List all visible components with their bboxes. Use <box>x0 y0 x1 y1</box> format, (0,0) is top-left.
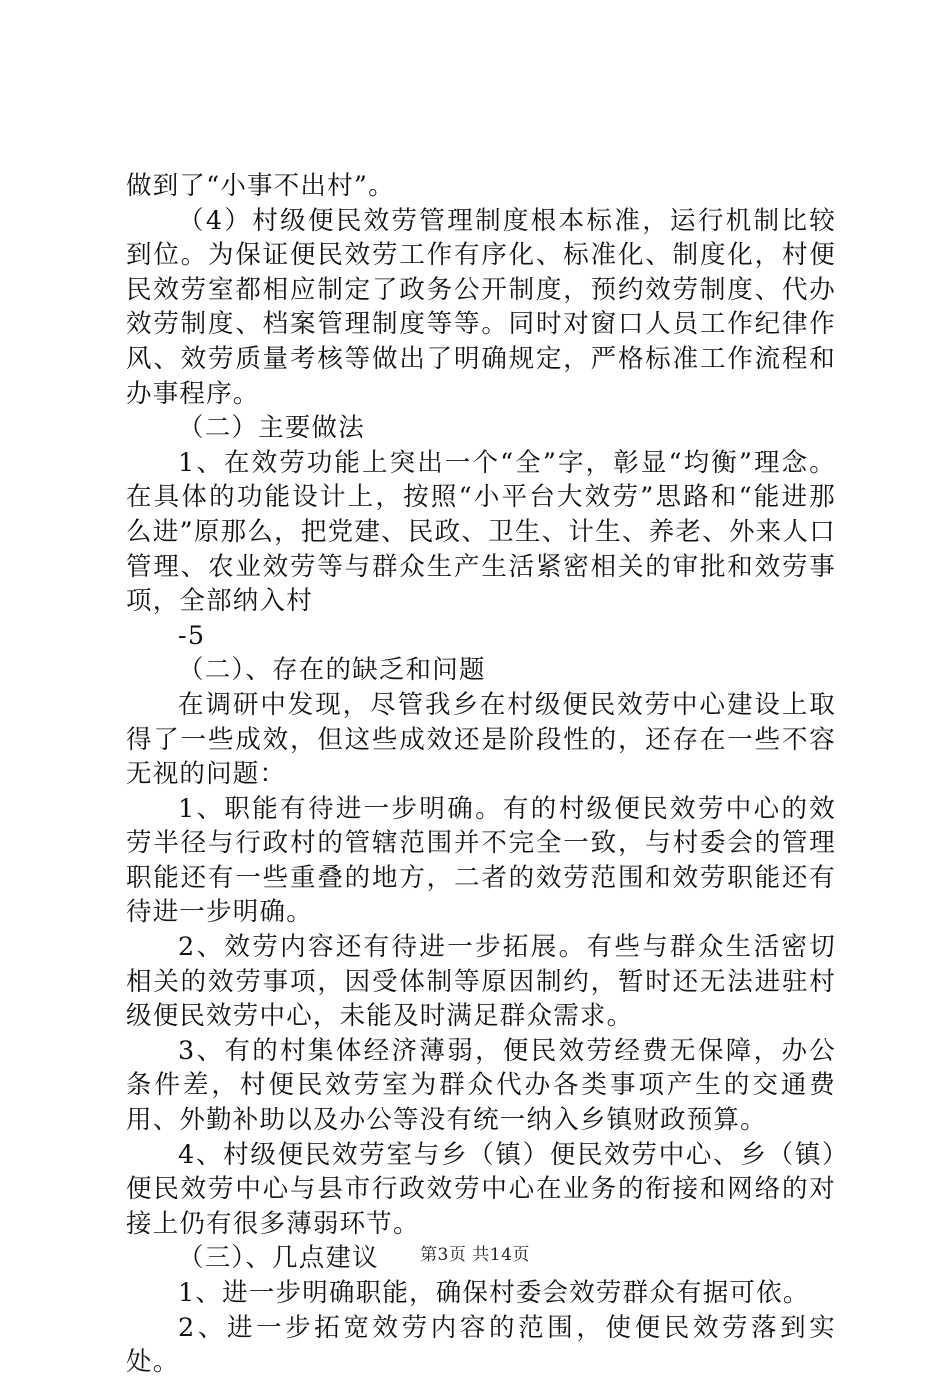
paragraph-problem-1: 1、职能有待进一步明确。有的村级便民效劳中心的效劳半径与行政村的管辖范围并不完全一致，与村委会的管理职能还有一些重叠的地方，二者的效劳范围和效劳职能还有待进一步明确。 <box>126 793 836 928</box>
paragraph-suggestion-2: 2、进一步拓宽效劳内容的范围，使便民效劳落到实处。 <box>126 1312 836 1378</box>
page-footer <box>0 1240 950 1265</box>
paragraph-problem-4: 4、村级便民效劳室与乡（镇）便民效劳中心、乡（镇）便民效劳中心与县市行政效劳中心在业务的衔接和网络的对接上仍有很多薄弱环节。 <box>126 1139 836 1239</box>
section-heading-suggestions: （三）、几点建议 <box>178 1243 379 1274</box>
paragraph-suggestion-1: 1、进一步明确职能，确保村委会效劳群众有据可依。 <box>178 1278 810 1308</box>
paragraph-problem-2: 2、效劳内容还有待进一步拓展。有些与群众生活密切相关的效劳事项，因受体制等原因制约，暂时还无法进驻村级便民效劳中心，未能及时满足群众需求。 <box>126 932 836 1032</box>
document-body <box>126 169 836 1380</box>
page-number-label: 第3页 共14页 <box>420 1245 530 1265</box>
page-marker: -5 <box>178 620 206 651</box>
paragraph-practice-1: 1、在效劳功能上突出一个“全”字，彰显“均衡”理念。在具体的功能设计上，按照“小平台大效劳”思路和“能进那么进”原那么，把党建、民政、卫生、计生、养老、外来人口管理、农业效劳等与群众生产生活紧密相关的审批和效劳事项，全部纳入村 <box>126 447 836 617</box>
section-heading-main-practices: （二）主要做法 <box>178 413 365 444</box>
paragraph-problem-3: 3、有的村集体经济薄弱，便民效劳经费无保障，办公条件差，村便民效劳室为群众代办各类事项产生的交通费用、外勤补助以及办公等没有统一纳入乡镇财政预算。 <box>126 1035 836 1136</box>
section-heading-problems: （二）、存在的缺乏和问题 <box>178 655 486 686</box>
paragraph-continuation: 做到了“小事不出村”。 <box>126 171 395 201</box>
paragraph-item-4: （4）村级便民效劳管理制度根本标准，运行机制比较到位。为保证便民效劳工作有序化、标准化、制度化，村便民效劳室都相应制定了政务公开制度，预约效劳制度、代办效劳制度、档案管理制度等等。同时对窗口人员工作纪律作风、效劳质量考核等做出了明确规定，严格标准工作流程和办事程序。 <box>126 205 836 409</box>
paragraph-problems-intro: 在调研中发现，尽管我乡在村级便民效劳中心建设上取得了一些成效，但这些成效还是阶段性的，还存在一些不容无视的问题： <box>126 689 836 790</box>
